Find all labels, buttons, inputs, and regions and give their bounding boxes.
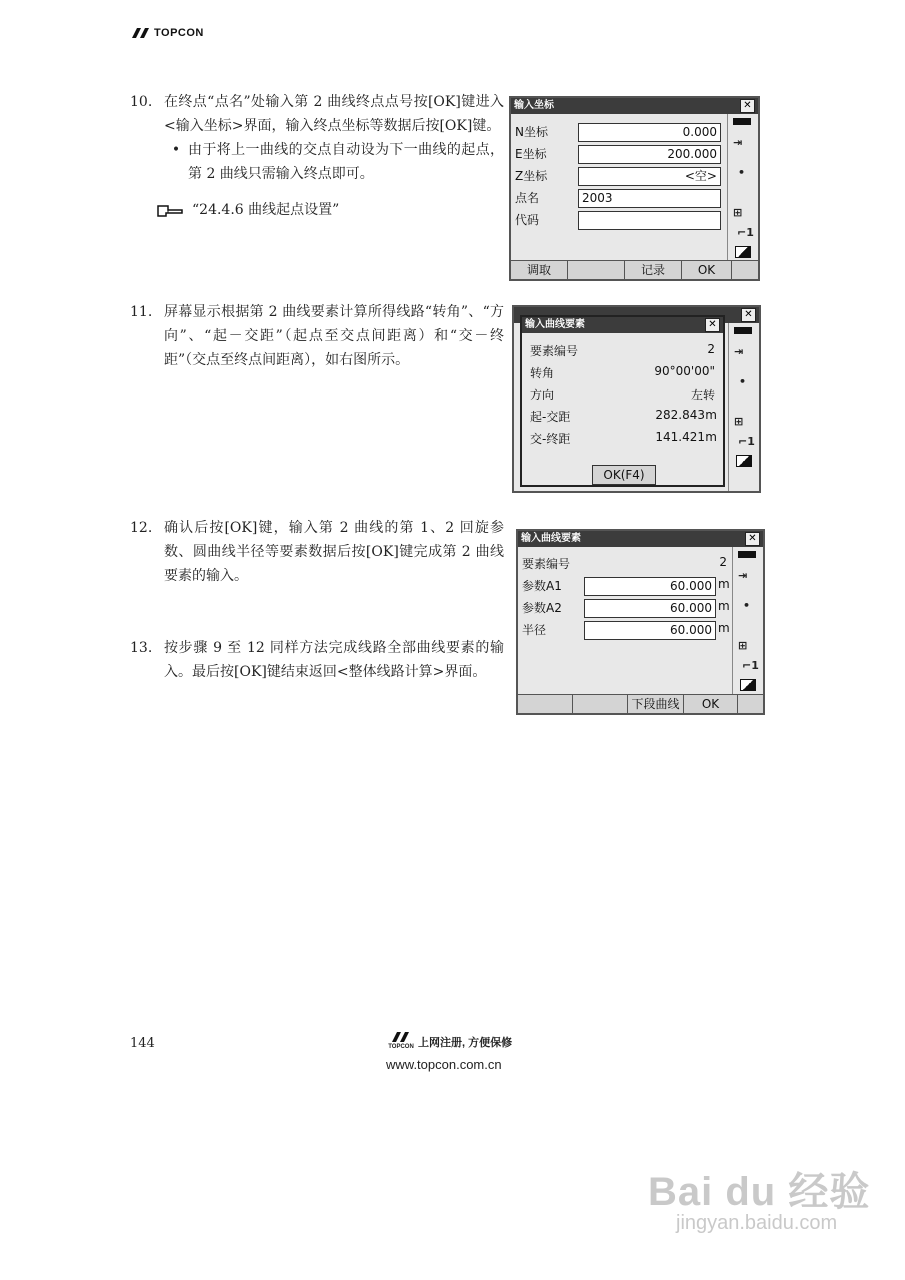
dialog-title: 输入曲线要素	[522, 317, 723, 333]
brand-text: TOPCON	[154, 27, 204, 39]
step-number: 11.	[130, 304, 153, 320]
row-label: 方向	[530, 388, 555, 402]
z-coordinate-field[interactable]: <空>	[578, 167, 721, 186]
footer-slogan: 上网注册, 方便保修	[418, 1037, 513, 1049]
dialog-title: 输入坐标	[511, 98, 758, 114]
row-label: 要素编号	[530, 344, 579, 358]
mode-icon: ⌐1	[738, 435, 755, 448]
function-key-bar	[518, 694, 763, 713]
input-mode-icon	[735, 246, 751, 258]
topcon-logo	[130, 26, 204, 40]
reference-text: “24.4.6 曲线起点设置”	[192, 202, 340, 218]
ok-button[interactable]: OK	[682, 261, 732, 279]
brand-small: TOPCON	[388, 1044, 414, 1050]
parameter-a1-field[interactable]: 60.000	[584, 577, 716, 596]
status-sidebar	[727, 114, 758, 261]
battery-icon	[734, 327, 752, 334]
e-coordinate-field[interactable]: 200.000	[578, 145, 721, 164]
direction-value: 左转	[690, 388, 715, 402]
f1-button[interactable]	[518, 695, 573, 713]
step-number: 10.	[130, 94, 153, 110]
row-label: 参数A2	[522, 601, 562, 615]
f2-button[interactable]	[568, 261, 625, 279]
step-text: 按步骤 9 至 12 同样方法完成线路全部曲线要素的输入。最后按[OK]键结束返回<整体线路计算>界面。	[164, 640, 504, 680]
step-text: 屏幕显示根据第 2 曲线要素计算所得线路“转角”、“方向”、“起－交距”（起点至交点间距离）和“交－终距”（交点至终点间距离），如右图所示。	[164, 304, 504, 368]
close-icon[interactable]: ✕	[740, 99, 755, 113]
next-curve-button[interactable]: 下段曲线	[628, 695, 684, 713]
point-name-field[interactable]: 2003	[578, 189, 721, 208]
parameter-a2-field[interactable]: 60.000	[584, 599, 716, 618]
input-coordinates-screen	[509, 96, 760, 281]
footer-logo	[388, 1030, 512, 1050]
input-mode-icon	[736, 455, 752, 467]
step-number: 12.	[130, 520, 153, 536]
row-label: 转角	[530, 366, 555, 380]
page-number: 144	[130, 1036, 155, 1051]
unit-label: m	[705, 408, 717, 422]
ok-button[interactable]: OK	[684, 695, 738, 713]
row-label: 点名	[515, 191, 540, 205]
unit-label: m	[718, 577, 730, 591]
n-coordinate-field[interactable]: 0.000	[578, 123, 721, 142]
status-dot-icon: •	[743, 599, 751, 612]
ok-f4-button[interactable]: OK(F4)	[592, 465, 656, 485]
row-label: 参数A1	[522, 579, 562, 593]
start-ip-distance-value: 282.843	[655, 408, 705, 422]
element-number-value: 2	[719, 555, 727, 569]
step-text: 确认后按[OK]键，输入第 2 曲线的第 1、2 回旋参数、圆曲线半径等要素数据后按[OK]键完成第 2 曲线要素的输入。	[164, 520, 504, 584]
status-sidebar	[732, 547, 763, 695]
record-button[interactable]: 记录	[625, 261, 682, 279]
battery-icon	[738, 551, 756, 558]
row-label: E坐标	[515, 147, 547, 161]
topcon-logo-icon	[130, 26, 152, 40]
row-label: 半径	[522, 623, 547, 637]
close-icon[interactable]: ✕	[705, 318, 720, 332]
status-sidebar	[728, 323, 759, 491]
recall-button[interactable]: 调取	[511, 261, 568, 279]
row-label: 代码	[515, 213, 540, 227]
baidu-watermark: Bai du 经验	[648, 1170, 871, 1214]
input-mode-icon	[740, 679, 756, 691]
background-screen	[512, 305, 761, 493]
target-icon: ⇥	[738, 569, 748, 582]
instrument-icon: ⊞	[734, 415, 744, 428]
dialog-title: 输入曲线要素	[518, 531, 763, 547]
bullet-icon: •	[171, 142, 181, 158]
instrument-icon: ⊞	[738, 639, 748, 652]
row-label: Z坐标	[515, 169, 548, 183]
unit-label: m	[718, 599, 730, 613]
step-text: 在终点“点名”处输入第 2 曲线终点点号按[OK]键进入<输入坐标>界面，输入终点坐标等数据后按[OK]键。	[164, 94, 504, 134]
ip-end-distance-value: 141.421	[655, 430, 705, 444]
row-label: N坐标	[515, 125, 548, 139]
deflection-angle-value: 90°00'00"	[654, 364, 715, 378]
cross-reference[interactable]	[156, 198, 504, 222]
status-dot-icon: •	[739, 375, 747, 388]
bullet-note	[164, 138, 504, 186]
bullet-text: 由于将上一曲线的交点自动设为下一曲线的起点，第 2 曲线只需输入终点即可。	[188, 142, 504, 182]
unit-label: m	[718, 621, 730, 635]
row-label: 要素编号	[522, 557, 571, 571]
topcon-logo-icon	[388, 1030, 414, 1044]
status-dot-icon: •	[738, 166, 746, 179]
curve-parameters-screen	[516, 529, 765, 715]
close-icon[interactable]: ✕	[745, 532, 760, 546]
target-icon: ⇥	[733, 136, 743, 149]
f2-button[interactable]	[573, 695, 628, 713]
instrument-icon: ⊞	[733, 206, 743, 219]
watermark-url: jingyan.baidu.com	[676, 1212, 838, 1234]
target-icon: ⇥	[734, 345, 744, 358]
close-icon[interactable]: ✕	[741, 308, 756, 322]
row-label: 交-终距	[530, 432, 571, 446]
element-number-value: 2	[707, 342, 715, 356]
mode-icon: ⌐1	[742, 659, 759, 672]
footer-url[interactable]: www.topcon.com.cn	[386, 1057, 502, 1072]
radius-field[interactable]: 60.000	[584, 621, 716, 640]
pointing-hand-icon	[156, 202, 186, 218]
step-number: 13.	[130, 640, 153, 656]
unit-label: m	[705, 430, 717, 444]
battery-icon	[733, 118, 751, 125]
code-field[interactable]	[578, 211, 721, 230]
function-key-bar	[511, 260, 758, 279]
row-label: 起-交距	[530, 410, 571, 424]
curve-elements-popup	[520, 315, 725, 487]
mode-icon: ⌐1	[737, 226, 754, 239]
